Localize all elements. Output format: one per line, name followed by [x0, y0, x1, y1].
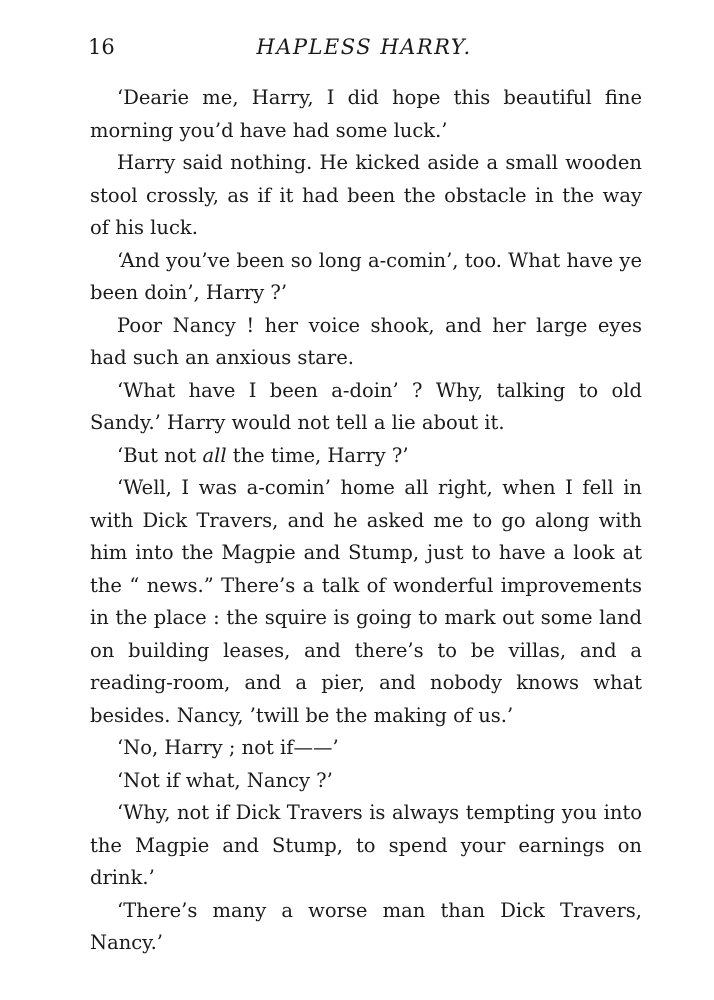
page-header — [88, 30, 640, 64]
paragraph: ‘Well, I was a-comin’ home all right, when I fell in with Dick Travers, and he asked me to go along with him into the Magpie and Stump, just to have a look at the “ news.” There’s a talk of wonderful improvements in the place : the squire is going to mark out some land on building leases, and there’s to be villas, and a reading-room, and a pier, and nobody knows what besides. Nancy, ’twill be the making of us.’ — [90, 476, 642, 727]
paragraph: Poor Nancy ! her voice shook, and her large eyes had such an anxious stare. — [90, 313, 642, 369]
emphasized-word: all — [202, 443, 227, 467]
page-body — [90, 82, 642, 960]
paragraph: ‘And you’ve been so long a-comin’, too. What have ye been doin’, Harry ?’ — [90, 248, 642, 304]
paragraph: ‘What have I been a-doin’ ? Why, talking to old Sandy.’ Harry would not tell a lie about it. — [90, 378, 642, 434]
paragraph: ‘There’s many a worse man than Dick Travers, Nancy.’ — [90, 898, 642, 954]
paragraph-text: the time, Harry ?’ — [226, 443, 409, 467]
paragraph: ‘No, Harry ; not if——’ — [117, 736, 339, 759]
paragraph: ‘Not if what, Nancy ?’ — [117, 768, 333, 792]
paragraph: ‘Why, not if Dick Travers is always tempting you into the Magpie and Stump, to spend your earnings on drink.’ — [90, 801, 642, 889]
paragraph — [90, 440, 642, 473]
paragraph: Harry said nothing. He kicked aside a small wooden stool crossly, as if it had been the obstacle in the way of his luck. — [90, 151, 642, 239]
page-number: 16 — [88, 35, 115, 59]
paragraph: ‘Dearie me, Harry, I did hope this beautiful fine morning you’d have had some luck.’ — [90, 86, 642, 142]
running-title: HAPLESS HARRY. — [256, 35, 472, 59]
paragraph-text: ‘But not — [117, 443, 203, 467]
